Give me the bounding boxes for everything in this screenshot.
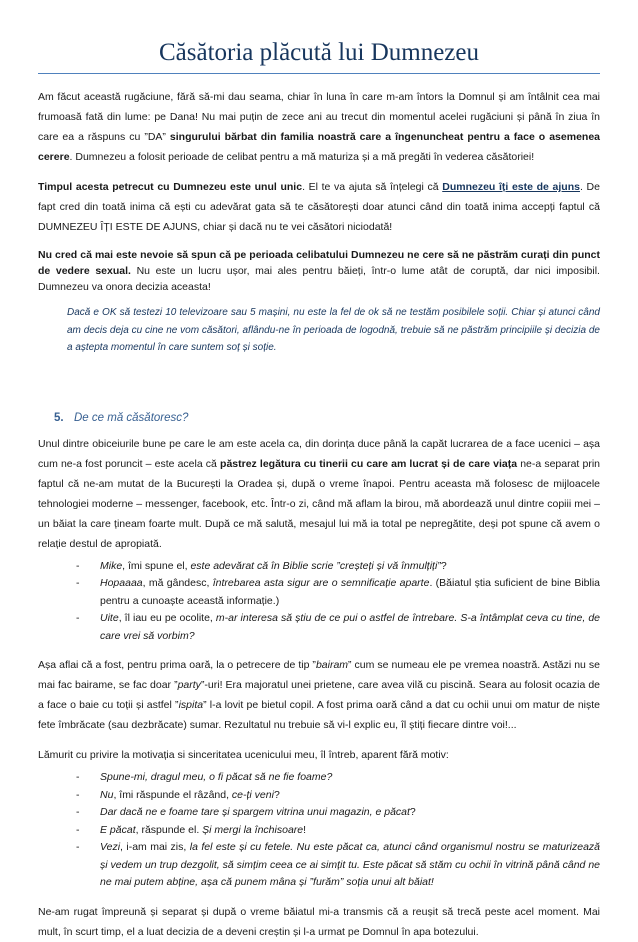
dialog-list-2 bbox=[38, 769, 600, 892]
dash-bullet: - bbox=[76, 612, 80, 624]
text-run: , îmi răspunde el râzând, bbox=[113, 788, 232, 801]
dialog-line bbox=[38, 787, 600, 805]
section-paragraph-2 bbox=[38, 655, 600, 735]
text-run: . Dumnezeu a folosit perioade de celibat pentru a mă maturiza și a mă pregăti în vederea căsătoriei! bbox=[69, 151, 535, 163]
bold-run: păstrez legătura cu tinerii cu care am lucrat și de care viața bbox=[220, 457, 518, 470]
text-run: Am făcut această rugăciune, fără să-mi dau seama, chiar în luna în care m-am întors la Domnul și am întâlnit cea mai frumoasă fată din lume: pe Dana! Nu mai puțin de zece ani au trecut din momentul acelei rugăciuni și până în ziua în care ea a răspuns cu ”DA” bbox=[38, 91, 600, 143]
italic-run: întrebarea asta sigur are o semnificație aparte bbox=[212, 577, 430, 589]
text-run: , îl iau eu pe ocolite, bbox=[118, 612, 216, 624]
section-paragraph-1 bbox=[38, 434, 600, 554]
dialog-line bbox=[38, 610, 600, 645]
section-number: 5. bbox=[54, 411, 64, 424]
italic-run: Dar dacă ne e foame tare și spargem vitrina unui magazin, e păcat bbox=[100, 806, 410, 818]
dash-bullet: - bbox=[76, 788, 80, 801]
dialog-line bbox=[38, 839, 600, 892]
underlined-run: Dumnezeu îți este de ajuns bbox=[442, 181, 580, 193]
italic-run: Hopaaaa bbox=[100, 577, 143, 589]
text-run: Unul dintre obiceiurile bune pe care le am este acela ca, din dorința duce până la capăt lucrarea de a face ucenici – așa cum ne-a fost poruncit – este acela că bbox=[38, 437, 600, 470]
bold-run: Timpul acesta petrecut cu Dumnezeu este unul unic bbox=[38, 181, 303, 193]
title-divider bbox=[38, 73, 600, 74]
section-paragraph-3: Lămurit cu privire la motivația si sinceritatea ucenicului meu, îl întreb, aparent fără motiv: bbox=[38, 749, 449, 761]
text-run: . (Băiatul știa suficient de bine Biblia pentru a cunoaște această informație.) bbox=[100, 577, 601, 607]
italic-run: ispita bbox=[178, 699, 204, 711]
italic-run: bairam bbox=[315, 659, 349, 671]
page-title: Căsătoria plăcută lui Dumnezeu bbox=[158, 39, 480, 66]
text-run: Așa aflai că a fost, pentru prima oară, la o petrecere de tip ” bbox=[38, 659, 316, 671]
section-paragraph-4: Ne-am rugat împreună și separat și după o vreme băiatul mi-a transmis că a reușit să trecă peste acel moment. Mai mult, în scurt timp, el a luat decizia de a deveni creștin și l-a urmat pe Domnul în apa botezului. bbox=[38, 905, 600, 938]
text-run: ? bbox=[409, 806, 416, 818]
text-run: . De fapt cred din toată inima că ești cu adevărat gata să te căsătorești doar atunci când din toată inima accepți faptul că DUMNEZEU ÎȚI ESTE DE AJUNS, chiar și dacă nu te vei căsători niciodată! bbox=[38, 181, 600, 233]
text-run: ” l-a lovit pe bietul copil. A fost prima oară când a dat cu ochii unui om matur de niște fete îmbrăcate (sau dezbrăcate) sumar. Rezultatul nu trebuie să vi-l explic eu, îl știți fiecare dintre voi!... bbox=[38, 699, 601, 731]
text-run: ? bbox=[440, 559, 447, 572]
dash-bullet: - bbox=[76, 806, 80, 818]
text-run: Nu este un lucru ușor, mai ales pentru băieți, într-o lume atât de coruptă, dar nici imposibil. Dumnezeu va onora decizia aceasta! bbox=[38, 265, 600, 293]
italic-run: Vezi bbox=[100, 841, 121, 853]
italic-quote: Dacă e OK să testezi 10 televizoare sau 5 mașini, nu este la fel de ok să ne testăm posibilele soții. Chiar și atunci când am decis deja cu cine ne vom căsători, aflându-ne în perioada de logodnă, trebuie să ne păstrăm principiile și decizia de a aștepta momentul în care suntem soț și soție. bbox=[67, 307, 600, 353]
italic-run: Nu bbox=[100, 788, 114, 801]
italic-run: este adevărat că în Biblie scrie ”creșteți și vă înmulțiți” bbox=[190, 559, 441, 572]
italic-run: Și mergi la închisoare bbox=[202, 823, 304, 836]
dialog-line bbox=[38, 822, 600, 840]
dialog-line bbox=[38, 558, 600, 576]
dash-bullet: - bbox=[76, 577, 80, 589]
text-run: ? bbox=[273, 788, 280, 801]
intro-paragraph-2 bbox=[38, 177, 600, 237]
text-run: ” cum se numeau ele pe vremea noastră. Astăzi nu se mai fac bairame, se fac doar ” bbox=[38, 659, 600, 691]
text-run: , îmi spune el, bbox=[122, 559, 191, 572]
italic-run: la fel este și cu fetele. Nu este păcat ca, atunci când organismul nostru se maturizează și vedem un trup dezgolit, să simțim ceea ce ai simțit tu. Este păcat să stăm cu ochii în vitrină până când ne ne mai putem abține, așa că punem mâna și ”furăm” soția unui alt băiat! bbox=[100, 841, 600, 888]
text-run: . El te va ajuta să înțelegi că bbox=[302, 181, 443, 193]
text-run: ne-a separat prin faptul că ne-am mutat de la București la Oradea și, după o vreme înapoi. Pentru aceasta mă folosesc de mijloacele tehnologiei moderne – messenger, facebook, etc. Într-o zi, când mă aflam la birou, mă abordează unul dintre copiii mei – un băiat la care țineam foarte mult. După ce mă salută, mesajul lui mă ia total pe nepregătite, deși pot spune că avem o relație destul de apropiată. bbox=[38, 457, 600, 550]
text-run: ”-uri! Era majoratul unei prietene, care avea vilă cu piscină. Seara au folosit ocazia de a face o baie cu toții și astfel ” bbox=[38, 679, 601, 711]
italic-run: Mike bbox=[100, 559, 123, 572]
intro-paragraph-3 bbox=[38, 247, 600, 295]
italic-run: Spune-mi, dragul meu, o fi păcat să ne fie foame? bbox=[100, 771, 333, 783]
dialog-line bbox=[38, 575, 600, 610]
intro-paragraph-1 bbox=[38, 87, 600, 167]
italic-run: party bbox=[177, 679, 201, 691]
italic-run: ce-ți veni bbox=[231, 788, 274, 801]
dash-bullet: - bbox=[76, 823, 80, 836]
section-title: De ce mă căsătoresc? bbox=[74, 411, 189, 424]
dialog-list-1 bbox=[38, 558, 600, 646]
dialog-line bbox=[38, 769, 600, 787]
italic-run: Uite bbox=[100, 612, 119, 624]
dash-bullet: - bbox=[76, 771, 80, 783]
dash-bullet: - bbox=[76, 559, 80, 572]
dash-bullet: - bbox=[76, 841, 80, 853]
text-run: , răspunde el. bbox=[135, 823, 203, 836]
section-heading bbox=[54, 412, 600, 424]
italic-run: m-ar interesa să știu de ce pui o astfel de întrebare. S-a întâmplat ceva cu tine, de care vrei să vorbim? bbox=[100, 612, 601, 642]
italic-run: E păcat bbox=[100, 823, 136, 836]
text-run: ! bbox=[303, 823, 307, 836]
bold-run: singurului bărbat din familia noastră care a îngenuncheat pentru a face o asemenea cerere bbox=[38, 131, 600, 163]
text-run: , i-am mai zis, bbox=[120, 841, 190, 853]
dialog-line bbox=[38, 804, 600, 822]
text-run: , mă gândesc, bbox=[142, 577, 213, 589]
bold-run: Nu cred că mai este nevoie să spun că pe perioada celibatului Dumnezeu ne cere să ne păstrăm curați din punct de vedere sexual. bbox=[38, 249, 600, 277]
